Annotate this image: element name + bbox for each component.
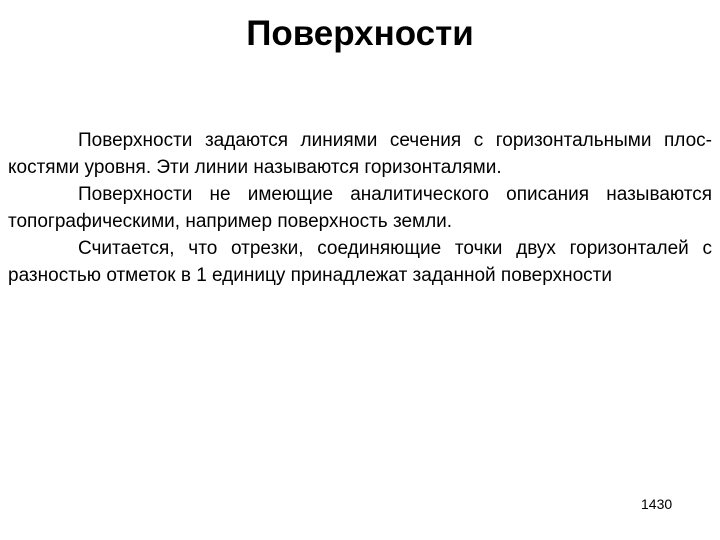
paragraph-contour-lines: Поверхности задаются линиями сечения с горизонтальными плос-костями уровня. Эти линии называются горизонталями. bbox=[8, 130, 712, 178]
paragraph-topographic-surfaces: Поверхности не имеющие аналитического описания называются топографическими, например поверхность земли. bbox=[8, 184, 712, 232]
slide-title: Поверхности bbox=[246, 14, 474, 53]
paragraph-segment-rule: Считается, что отрезки, соединяющие точки двух горизонталей с разностью отметок в 1 единицу принадлежат заданной поверхности bbox=[8, 238, 712, 286]
page-number: 1430 bbox=[641, 496, 673, 512]
slide-body bbox=[8, 127, 712, 289]
